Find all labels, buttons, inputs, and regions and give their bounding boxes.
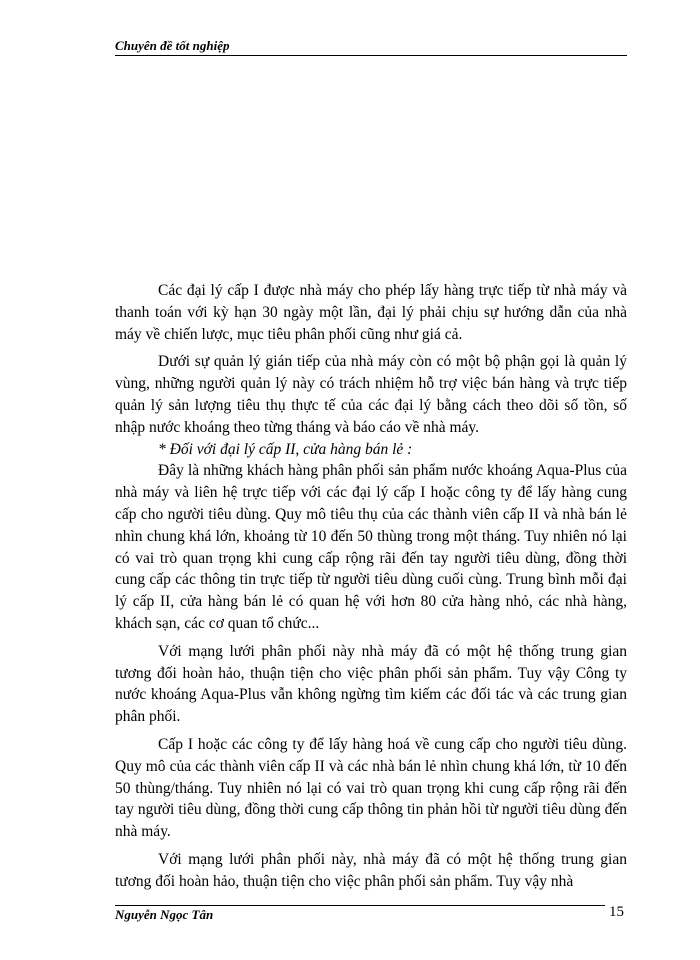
paragraph: Với mạng lưới phân phối này nhà máy đã có một hệ thống trung gian tương đối hoàn hảo, thuận tiện cho việc phân phối sản phẩm. Tuy vậy Công ty nước khoáng Aqua-Plus vẫn không ngừng tìm kiếm các đối tác và các trung gian phân phối. bbox=[115, 642, 627, 726]
paragraph: Với mạng lưới phân phối này, nhà máy đã có một hệ thống trung gian tương đối hoàn hảo, thuận tiện cho việc phân phối sản phẩm. Tuy vậy nhà bbox=[115, 850, 627, 890]
paragraph: Các đại lý cấp I được nhà máy cho phép lấy hàng trực tiếp từ nhà máy và thanh toán với kỳ hạn 30 ngày một lần, đại lý phải chịu sự hướng dẫn của nhà máy về chiến lược, mục tiêu phân phối cũng như giá cả. bbox=[115, 282, 627, 343]
paragraph: Dưới sự quản lý gián tiếp của nhà máy còn có một bộ phận gọi là quản lý vùng, những người quản lý này có trách nhiệm hỗ trợ việc bán hàng và trực tiếp quản lý sản lượng tiêu thụ thực tế của các đại lý bằng cách theo dõi số tồn, số nhập nước khoáng theo từng tháng và báo cáo về nhà máy. bbox=[115, 353, 627, 436]
paragraph: Cấp I hoặc các công ty để lấy hàng hoá về cung cấp cho người tiêu dùng. Quy mô của các thành viên cấp II và các nhà bán lẻ nhìn chung khá lớn, từ 10 đến 50 thùng/tháng. Tuy nhiên nó lại có vai trò quan trọng khi cung cấp rộng rãi đến tay người tiêu dùng, đồng thời cung cấp thông tin phản hồi từ người tiêu dùng đến nhà máy. bbox=[115, 735, 627, 841]
footer-divider bbox=[115, 905, 605, 906]
section-subheading: * Đối với đại lý cấp II, cửa hàng bán lẻ : bbox=[158, 440, 413, 458]
body-text bbox=[115, 280, 627, 893]
paragraph: Đây là những khách hàng phân phối sản phẩm nước khoáng Aqua-Plus của nhà máy và liên hệ trực tiếp với các đại lý cấp I hoặc công ty để lấy hàng cung cấp cho người tiêu dùng. Quy mô tiêu thụ của các thành viên cấp II và nhà bán lẻ nhìn chung khá lớn, khoảng từ 10 đến 50 thùng trong một tháng. Tuy nhiên nó lại có vai trò quan trọng khi cung cấp rộng rãi đến tay người tiêu dùng, đồng thời cung cấp các thông tin trực tiếp từ người tiêu dùng cuối cùng. Trung bình mỗi đại lý cấp II, cửa hàng bán lẻ có quan hệ với hơn 80 cửa hàng nhỏ, các nhà hàng, khách sạn, các cơ quan tổ chức... bbox=[115, 462, 627, 632]
footer-author: Nguyễn Ngọc Tân bbox=[115, 907, 214, 922]
page-header: Chuyên đề tốt nghiệp bbox=[115, 38, 627, 56]
page-number: 15 bbox=[609, 904, 624, 920]
